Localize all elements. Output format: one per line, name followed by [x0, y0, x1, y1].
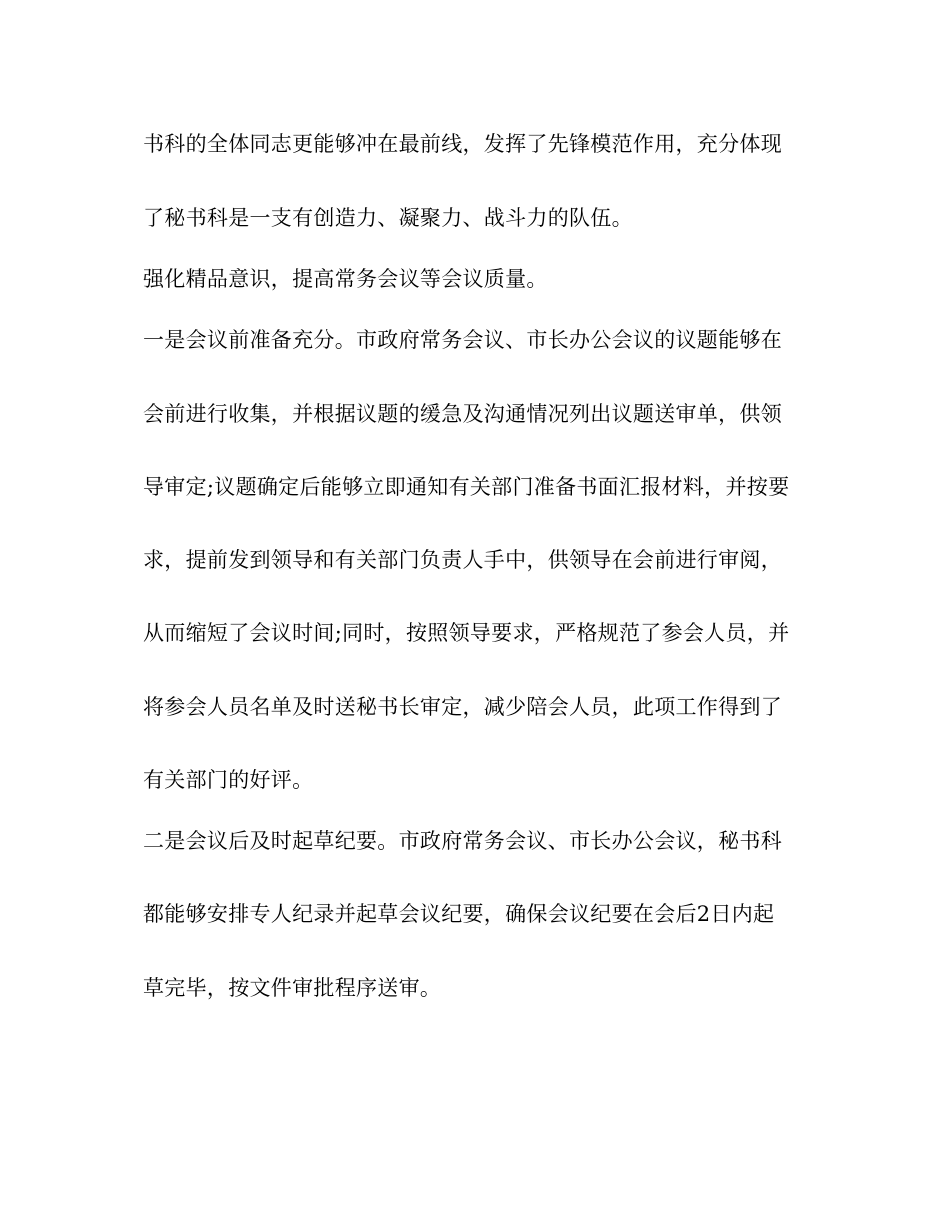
- text-line: 二是会议后及时起草纪要。市政府常务会议、市长办公会议，秘书科: [143, 829, 782, 853]
- text-line: 都能够安排专人纪录并起草会议纪要，确保会议纪要在会后2日内起: [143, 902, 775, 926]
- text-line: 了秘书科是一支有创造力、凝聚力、战斗力的队伍。: [143, 206, 633, 230]
- text-line: 一是会议前准备充分。市政府常务会议、市长办公会议的议题能够在: [143, 328, 782, 352]
- text-line: 导审定;议题确定后能够立即通知有关部门准备书面汇报材料，并按要: [143, 475, 790, 499]
- text-line: 从而缩短了会议时间;同时，按照领导要求，严格规范了参会人员，并: [143, 621, 790, 645]
- text-line: 强化精品意识，提高常务会议等会议质量。: [143, 267, 548, 291]
- text-line: 求，提前发到领导和有关部门负责人手中，供领导在会前进行审阅，: [143, 548, 782, 572]
- text-line: 有关部门的好评。: [143, 768, 314, 792]
- text-line: 草完毕，按文件审批程序送审。: [143, 976, 442, 1000]
- text-line: 将参会人员名单及时送秘书长审定，减少陪会人员，此项工作得到了: [143, 695, 782, 719]
- text-line: 书科的全体同志更能够冲在最前线，发挥了先锋模范作用，充分体现: [143, 132, 782, 156]
- text-line: 会前进行收集，并根据议题的缓急及沟通情况列出议题送审单，供领: [143, 402, 782, 426]
